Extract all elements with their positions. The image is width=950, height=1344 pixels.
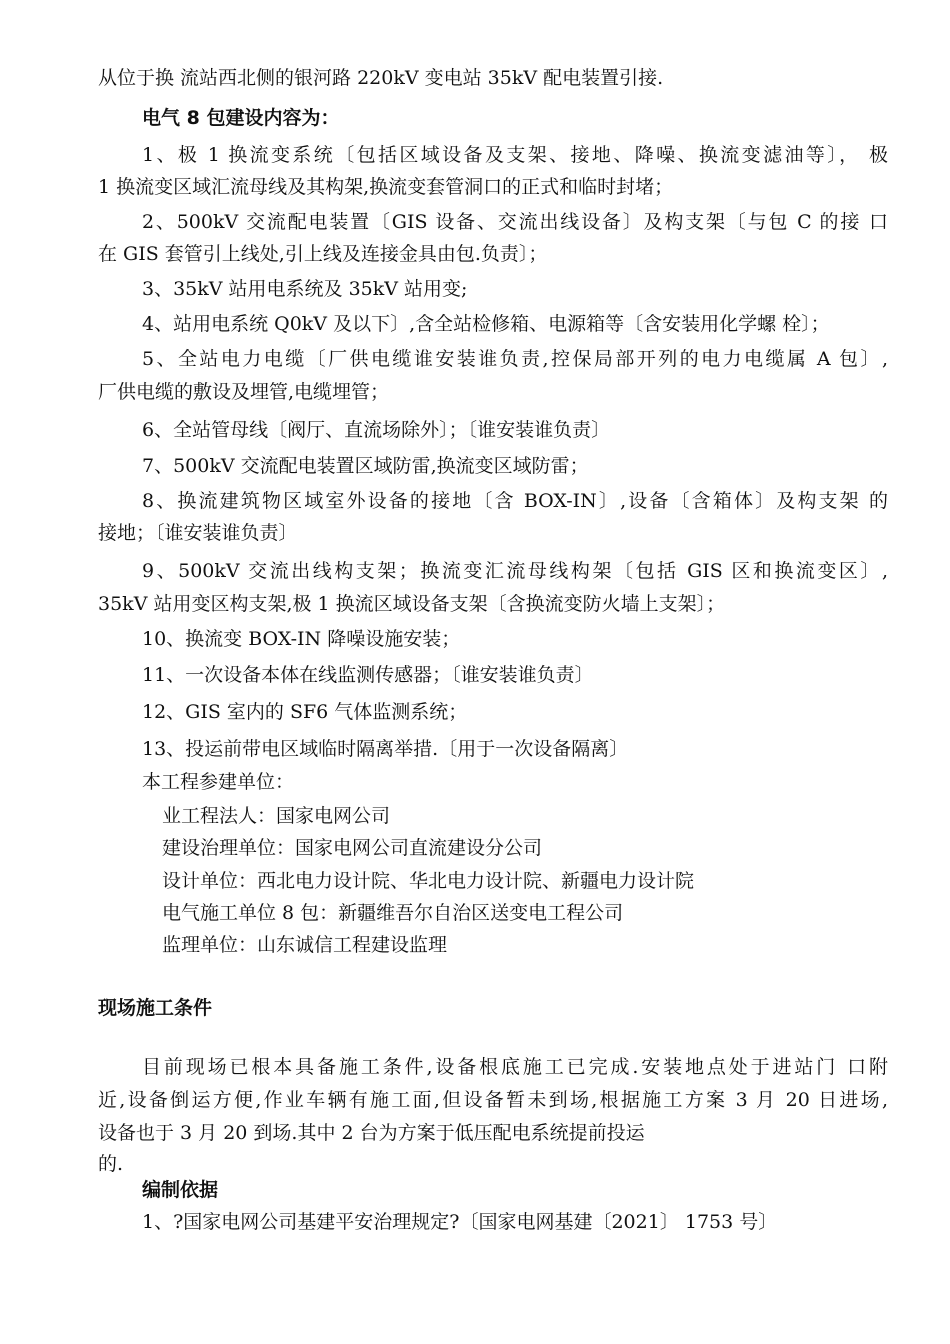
scope-item-9-line1: 9、500kV 交流出线构支架；换流变汇流母线构架〔包括 GIS 区和换流变区〕, (142, 560, 888, 582)
participant-row: 建设治理单位：国家电网公司直流建设分公司 (162, 837, 543, 859)
scope-item-1 (142, 143, 888, 167)
scope-item-9 (142, 559, 888, 583)
participant-row: 业工程法人：国家电网公司 (162, 805, 391, 827)
scope-item-5-line1: 5、全站电力电缆〔厂供电缆谁安装谁负责,控保局部开列的电力电缆属 A 包〕, (142, 348, 888, 370)
scope-item-12: 12、GIS 室内的 SF6 气体监测系统； (142, 701, 468, 723)
scope-item-4: 4、站用电系统 Q0kV 及以下〕,含全站检修箱、电源箱等〔含安装用化学螺 栓〕； (142, 313, 830, 335)
scope-item-8 (142, 489, 888, 513)
site-conditions-line-1 (142, 1055, 888, 1079)
intro-line: 从位于换 流站西北侧的银河路 220kV 变电站 35kV 配电装置引接. (98, 67, 664, 89)
site-conditions-line-2 (98, 1088, 888, 1112)
scope-item-7: 7、500kV 交流配电装置区域防雷,换流变区域防雷； (142, 455, 589, 477)
site-conditions-line-3: 设备也于 3 月 20 到场.其中 2 台为方案于低压配电系统提前投运 (98, 1122, 645, 1144)
scope-item-8-line1: 8、换流建筑物区域室外设备的接地〔含 BOX-IN〕,设备〔含箱体〕及构支架 的 (142, 490, 888, 512)
scope-item-10: 10、换流变 BOX-IN 降噪设施安装； (142, 628, 461, 650)
site-conditions-line-2-text: 近,设备倒运方便,作业车辆有施工面,但设备暂未到场,根据施工方案 3 月 20 日进场, (98, 1089, 888, 1111)
scope-item-9-cont: 35kV 站用变区构支架,极 1 换流区域设备支架〔含换流变防火墙上支架〕； (98, 593, 726, 615)
site-conditions-line-1-text: 目前现场已根本具备施工条件,设备根底施工已完成.安装地点处于进站门 口附 (142, 1056, 888, 1078)
basis-item-1: 1、?国家电网公司基建平安治理规定?〔国家电网基建〔2021〕 1753 号〕 (142, 1211, 778, 1233)
scope-item-6: 6、全站管母线〔阀厅、直流场除外〕；〔谁安装谁负责〕 (142, 419, 611, 441)
participant-row: 电气施工单位 8 包：新疆维吾尔自治区送变电工程公司 (162, 902, 624, 924)
scope-item-2-line1: 2、500kV 交流配电装置〔GIS 设备、交流出线设备〕及构支架〔与包 C 的接 口 (142, 211, 888, 233)
participant-row: 监理单位：山东诚信工程建设监理 (162, 934, 448, 956)
scope-item-1-cont: 1 换流变区域汇流母线及其构架,换流变套管洞口的正式和临时封堵； (98, 176, 674, 198)
scope-item-8-cont: 接地；〔谁安装谁负责〕 (98, 522, 298, 544)
site-conditions-heading: 现场施工条件 (98, 997, 213, 1019)
scope-item-2-cont: 在 GIS 套管引上线处,引上线及连接金具由包.负责〕； (98, 243, 548, 265)
scope-item-11: 11、一次设备本体在线监测传感器；〔谁安装谁负责〕 (142, 664, 594, 686)
scope-item-3: 3、35kV 站用电系统及 35kV 站用变; (142, 278, 468, 300)
scope-item-13: 13、投运前带电区域临时隔离举措.〔用于一次设备隔离〕 (142, 738, 629, 760)
scope-item-5-cont: 厂供电缆的敷设及埋管,电缆埋管； (98, 381, 390, 403)
participant-row: 设计单位：西北电力设计院、华北电力设计院、新疆电力设计院 (162, 870, 695, 892)
scope-item-2 (142, 210, 888, 234)
scope-item-1-line1: 1、极 1 换流变系统〔包括区域设备及支架、接地、降噪、换流变滤油等〕， 极 (142, 144, 888, 166)
basis-heading: 编制依据 (142, 1179, 219, 1201)
scope-heading: 电气 8 包建设内容为： (142, 107, 340, 129)
site-conditions-line-4: 的. (98, 1153, 124, 1175)
participants-heading: 本工程参建单位： (142, 771, 295, 793)
scope-item-5 (142, 347, 888, 371)
